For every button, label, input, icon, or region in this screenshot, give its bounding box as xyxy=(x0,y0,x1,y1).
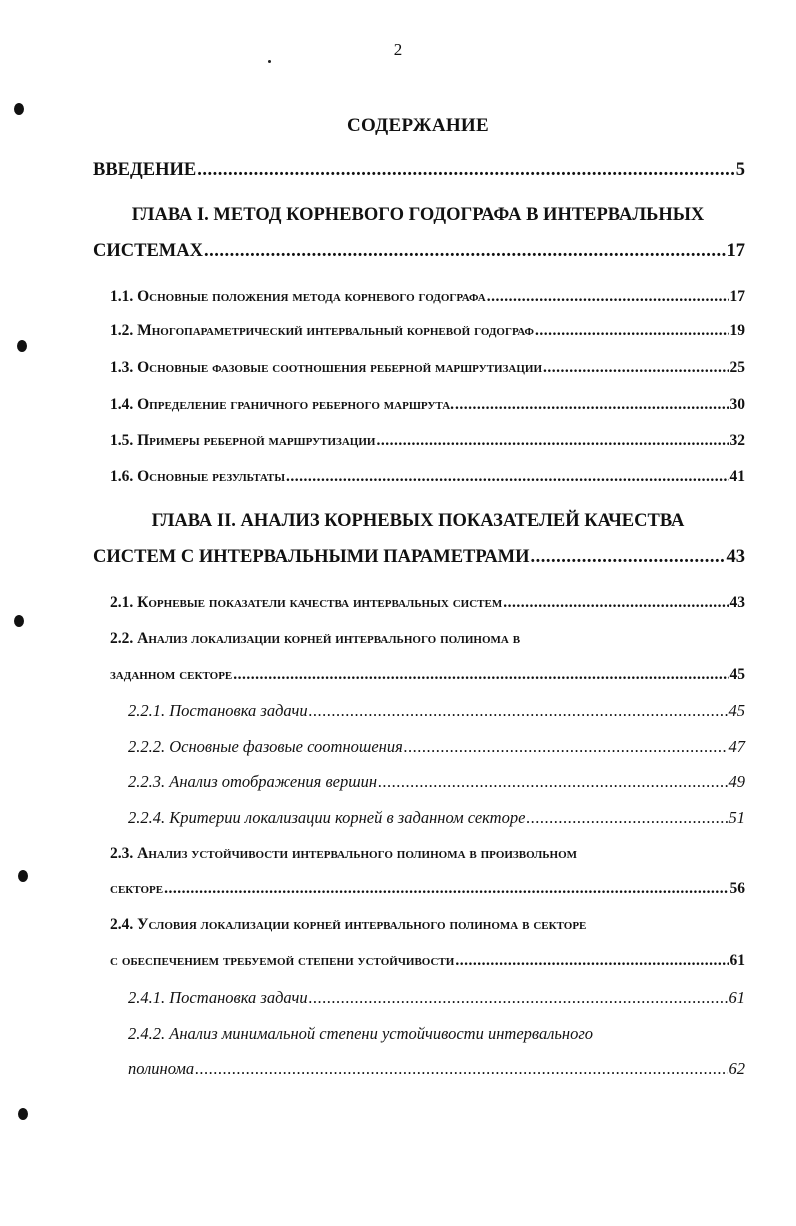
toc-entry-2-2-3[interactable] xyxy=(128,772,745,792)
toc-page: 19 xyxy=(729,322,745,339)
toc-label: 1.2. Многопараметрический интервальный корневой годограф xyxy=(110,322,534,339)
dot-leader xyxy=(286,468,728,486)
toc-entry-chapter-2[interactable] xyxy=(93,547,745,568)
toc-entry-2-2-line1[interactable]: 2.2. Анализ локализации корней интервального полинома в xyxy=(110,630,521,647)
dot-leader xyxy=(376,432,728,450)
toc-label: СИСТЕМАХ xyxy=(93,241,203,261)
toc-page: 25 xyxy=(729,359,745,376)
toc-label: заданном секторе xyxy=(110,666,233,683)
toc-page: 61 xyxy=(728,988,745,1007)
toc-entry-chapter-1[interactable] xyxy=(93,241,745,262)
toc-page: 41 xyxy=(729,468,745,485)
toc-label: полинома xyxy=(128,1059,195,1078)
toc-entry-2-4-2[interactable] xyxy=(128,1059,745,1079)
binder-hole-mark-2 xyxy=(17,340,27,352)
toc-label: 2.1. Корневые показатели качества интервальных систем xyxy=(110,594,503,611)
dot-leader xyxy=(455,396,728,414)
dot-leader xyxy=(526,808,727,828)
toc-entry-2-2-4[interactable] xyxy=(128,808,745,828)
toc-label: 1.4. Определение граничного реберного маршрута. xyxy=(110,396,455,413)
dot-leader xyxy=(195,1059,727,1079)
toc-entry-2-4-line1[interactable]: 2.4. Условия локализации корней интервального полинома в секторе xyxy=(110,916,587,933)
toc-label: 1.6. Основные результаты xyxy=(110,468,286,485)
toc-page: 32 xyxy=(729,432,745,449)
toc-entry-2-2[interactable] xyxy=(110,666,745,684)
toc-label: секторе xyxy=(110,880,164,897)
toc-entry-2-2-1[interactable] xyxy=(128,701,745,721)
toc-page: 51 xyxy=(728,808,745,827)
dot-leader xyxy=(503,594,728,612)
toc-page: 45 xyxy=(728,701,745,720)
toc-label: 2.2.3. Анализ отображения вершин xyxy=(128,772,378,791)
dot-leader xyxy=(309,988,728,1008)
dot-leader xyxy=(164,880,728,898)
toc-page: 61 xyxy=(729,952,745,969)
dot-leader xyxy=(487,288,729,306)
toc-entry-1-5[interactable] xyxy=(110,432,745,450)
toc-entry-2-4[interactable] xyxy=(110,952,745,970)
binder-hole-mark-1 xyxy=(14,103,24,115)
dot-leader xyxy=(531,547,726,568)
page-number: 2 xyxy=(393,40,403,59)
dot-leader xyxy=(309,701,728,721)
binder-hole-mark-3 xyxy=(14,615,24,627)
dot-leader xyxy=(455,952,728,970)
toc-chapter-2-heading[interactable]: ГЛАВА II. АНАЛИЗ КОРНЕВЫХ ПОКАЗАТЕЛЕЙ КАЧЕСТВА xyxy=(151,511,685,531)
dot-leader xyxy=(197,160,735,181)
toc-entry-1-3[interactable] xyxy=(110,359,745,377)
toc-chapter-1-heading[interactable]: ГЛАВА I. МЕТОД КОРНЕВОГО ГОДОГРАФА В ИНТЕРВАЛЬНЫХ xyxy=(131,205,705,225)
toc-entry-2-4-2-line1[interactable]: 2.4.2. Анализ минимальной степени устойчивости интервального xyxy=(128,1024,594,1043)
dot-leader xyxy=(378,772,727,792)
toc-label: 1.5. Примеры реберной маршрутизации xyxy=(110,432,376,449)
toc-label: с обеспечением требуемой степени устойчивости xyxy=(110,952,455,969)
toc-page: 30 xyxy=(729,396,745,413)
toc-page: 17 xyxy=(726,241,745,261)
toc-page: 56 xyxy=(729,880,745,897)
toc-label: 2.2.1. Постановка задачи xyxy=(128,701,308,720)
toc-entry-intro[interactable] xyxy=(93,160,745,181)
toc-page: 5 xyxy=(735,160,745,180)
toc-page: 43 xyxy=(729,594,745,611)
dot-leader xyxy=(204,241,726,262)
toc-page: 49 xyxy=(728,772,745,791)
toc-page: 47 xyxy=(728,737,745,756)
dot-leader xyxy=(543,359,728,377)
toc-entry-1-2[interactable] xyxy=(110,322,745,340)
toc-page: 45 xyxy=(729,666,745,683)
toc-entry-1-6[interactable] xyxy=(110,468,745,486)
toc-entry-2-3[interactable] xyxy=(110,880,745,898)
toc-entry-2-4-1[interactable] xyxy=(128,988,745,1008)
binder-hole-mark-5 xyxy=(18,1108,28,1120)
toc-entry-2-3-line1[interactable]: 2.3. Анализ устойчивости интервального полинома в произвольном xyxy=(110,845,578,862)
toc-label: 2.4.1. Постановка задачи xyxy=(128,988,308,1007)
toc-entry-2-1[interactable] xyxy=(110,594,745,612)
dot-leader xyxy=(535,322,729,340)
toc-page: 17 xyxy=(729,288,745,305)
toc-entry-1-1[interactable] xyxy=(110,288,745,306)
toc-label: 1.1. Основные положения метода корневого годографа xyxy=(110,288,486,305)
dot-leader xyxy=(404,737,728,757)
toc-label: 2.2.2. Основные фазовые соотношения xyxy=(128,737,403,756)
page-title: СОДЕРЖАНИЕ xyxy=(347,115,489,136)
toc-label: 2.2.4. Критерии локализации корней в заданном секторе xyxy=(128,808,526,827)
scan-speck xyxy=(268,60,271,63)
binder-hole-mark-4 xyxy=(18,870,28,882)
toc-entry-1-4[interactable] xyxy=(110,396,745,414)
toc-entry-2-2-2[interactable] xyxy=(128,737,745,757)
toc-page: 43 xyxy=(726,547,745,567)
dot-leader xyxy=(233,666,728,684)
toc-page: 62 xyxy=(728,1059,745,1078)
toc-label: 1.3. Основные фазовые соотношения реберной маршрутизации xyxy=(110,359,543,376)
toc-label: СИСТЕМ С ИНТЕРВАЛЬНЫМИ ПАРАМЕТРАМИ xyxy=(93,547,530,567)
toc-label: ВВЕДЕНИЕ xyxy=(93,160,197,180)
